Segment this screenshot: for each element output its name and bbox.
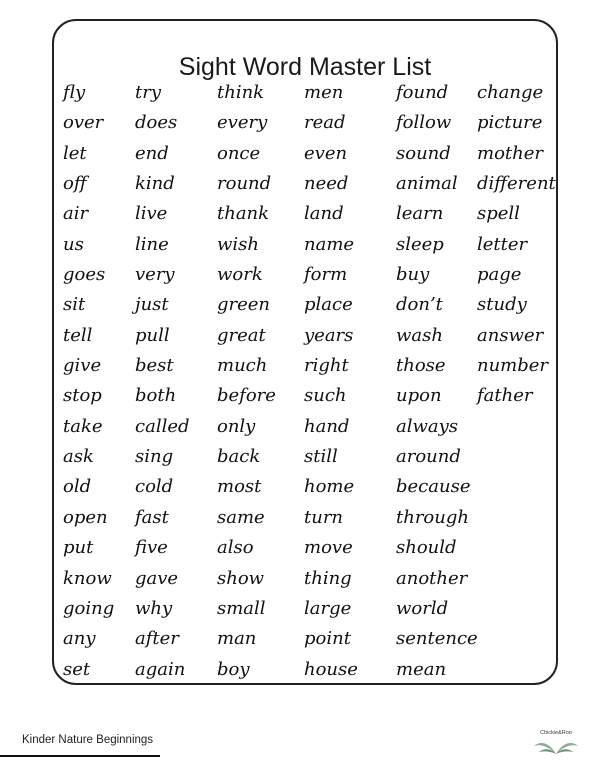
sight-word: sit	[63, 294, 86, 316]
sight-word: point	[304, 628, 351, 650]
sight-word: over	[63, 112, 104, 134]
sight-word: both	[135, 385, 177, 407]
sight-word: large	[304, 597, 352, 619]
sight-word: tell	[63, 324, 93, 346]
sight-word: live	[135, 203, 168, 225]
sight-word: fly	[63, 82, 86, 103]
sight-word: thank	[217, 203, 270, 225]
sight-word: man	[217, 628, 257, 650]
sight-word: number	[477, 355, 549, 377]
sight-word: gave	[135, 567, 179, 589]
sight-word: great	[217, 324, 266, 346]
sight-word: try	[135, 82, 162, 103]
sight-word: wash	[396, 324, 443, 346]
sight-word: also	[217, 537, 254, 559]
word-column-6	[477, 78, 556, 412]
sight-word: once	[217, 142, 261, 164]
sight-word: men	[304, 82, 344, 103]
page-title: Sight Word Master List	[178, 53, 432, 81]
word-column-3	[217, 78, 276, 685]
sight-word: mother	[477, 142, 543, 164]
sight-word: upon	[396, 385, 442, 407]
sight-word: let	[63, 142, 87, 164]
logo-text: Chickie&Roo	[540, 730, 572, 736]
sight-word: put	[63, 537, 94, 559]
sight-word: best	[135, 355, 174, 377]
sight-word: fast	[135, 506, 169, 528]
sight-word: before	[217, 385, 276, 407]
sight-word: work	[217, 264, 263, 286]
word-column-1	[63, 78, 114, 685]
sight-word: again	[135, 658, 186, 680]
sight-word: air	[63, 203, 89, 225]
sight-word: kind	[135, 173, 175, 195]
word-column-2	[135, 78, 190, 685]
footer-underline	[0, 755, 160, 757]
sight-word: different	[477, 173, 556, 195]
sight-word: sing	[135, 446, 174, 468]
sight-word: land	[304, 203, 344, 225]
sight-word: goes	[63, 264, 106, 286]
sight-word: think	[217, 82, 265, 103]
sight-word: follow	[396, 112, 452, 134]
sight-word: boy	[217, 658, 250, 680]
sight-word: those	[396, 355, 446, 377]
sight-word: cold	[135, 476, 174, 498]
sight-word: turn	[304, 506, 344, 528]
sight-word: off	[63, 173, 87, 195]
sight-word: right	[304, 355, 349, 377]
sight-word: around	[396, 446, 461, 468]
sight-word: form	[304, 264, 348, 286]
sight-word: line	[135, 233, 169, 255]
sight-word: take	[63, 415, 103, 437]
sight-word: very	[135, 264, 175, 286]
sight-word: buy	[396, 264, 430, 286]
sight-word: letter	[477, 233, 528, 255]
sight-word: need	[304, 173, 349, 195]
sight-word: should	[396, 537, 457, 559]
sight-word: picture	[477, 112, 543, 134]
sight-word: every	[217, 112, 268, 134]
sight-word: wish	[217, 233, 259, 255]
sight-word: always	[396, 415, 459, 437]
sight-word: study	[477, 294, 527, 316]
footer-brand: Kinder Nature Beginnings	[22, 734, 154, 746]
sight-word: animal	[396, 173, 458, 195]
sight-word: much	[217, 355, 268, 377]
sight-word: five	[135, 537, 168, 559]
sight-word: found	[396, 82, 449, 103]
sight-word: even	[304, 142, 348, 164]
sight-word: house	[304, 658, 358, 680]
sight-word: father	[477, 385, 533, 407]
word-column-4	[304, 78, 358, 685]
sight-word: mean	[396, 658, 447, 680]
sight-word: name	[304, 233, 355, 255]
sight-word: still	[304, 446, 338, 468]
sight-word: after	[135, 628, 179, 650]
sight-word: us	[63, 233, 84, 255]
sight-word: another	[396, 567, 468, 589]
sight-word: just	[135, 294, 169, 316]
sight-word: home	[304, 476, 355, 498]
sight-word: change	[477, 82, 544, 103]
sight-word: ask	[63, 446, 94, 468]
sight-word: only	[217, 415, 256, 437]
sight-word: sentence	[396, 628, 478, 650]
sight-word: pull	[135, 324, 170, 346]
sight-word: learn	[396, 203, 444, 225]
sight-word: read	[304, 112, 346, 134]
sight-word: know	[63, 567, 112, 589]
sight-word: thing	[304, 567, 352, 589]
sight-word: why	[135, 597, 173, 619]
sight-word: answer	[477, 324, 544, 346]
sight-word: going	[63, 597, 115, 619]
sight-word: set	[63, 658, 91, 680]
sight-word: years	[304, 324, 354, 346]
sight-word: because	[396, 476, 471, 498]
sight-word: don’t	[396, 294, 443, 316]
sight-word: back	[217, 446, 261, 468]
sight-word: show	[217, 567, 265, 589]
sight-word: same	[217, 506, 265, 528]
sight-word: spell	[477, 203, 520, 225]
sight-word: sound	[396, 142, 451, 164]
sight-word: hand	[304, 415, 350, 437]
sight-word: called	[135, 415, 190, 437]
sight-word: sleep	[396, 233, 444, 255]
sight-word: green	[217, 294, 271, 316]
sight-word: most	[217, 476, 262, 498]
sight-word: move	[304, 537, 353, 559]
publisher-logo	[530, 730, 582, 760]
sight-word: page	[477, 264, 522, 286]
sight-word: place	[304, 294, 353, 316]
sight-word: small	[217, 597, 266, 619]
sight-word: through	[396, 506, 469, 528]
sight-word: any	[63, 628, 96, 650]
sight-word: world	[396, 597, 449, 619]
sight-word: stop	[63, 385, 102, 407]
sight-word: give	[63, 355, 102, 377]
sight-word: open	[63, 506, 108, 528]
word-column-5	[396, 78, 478, 685]
sight-word: round	[217, 173, 272, 195]
sight-word: end	[135, 142, 169, 164]
sight-word: such	[304, 385, 347, 407]
sight-word: does	[135, 112, 178, 134]
sight-word: old	[63, 476, 92, 498]
